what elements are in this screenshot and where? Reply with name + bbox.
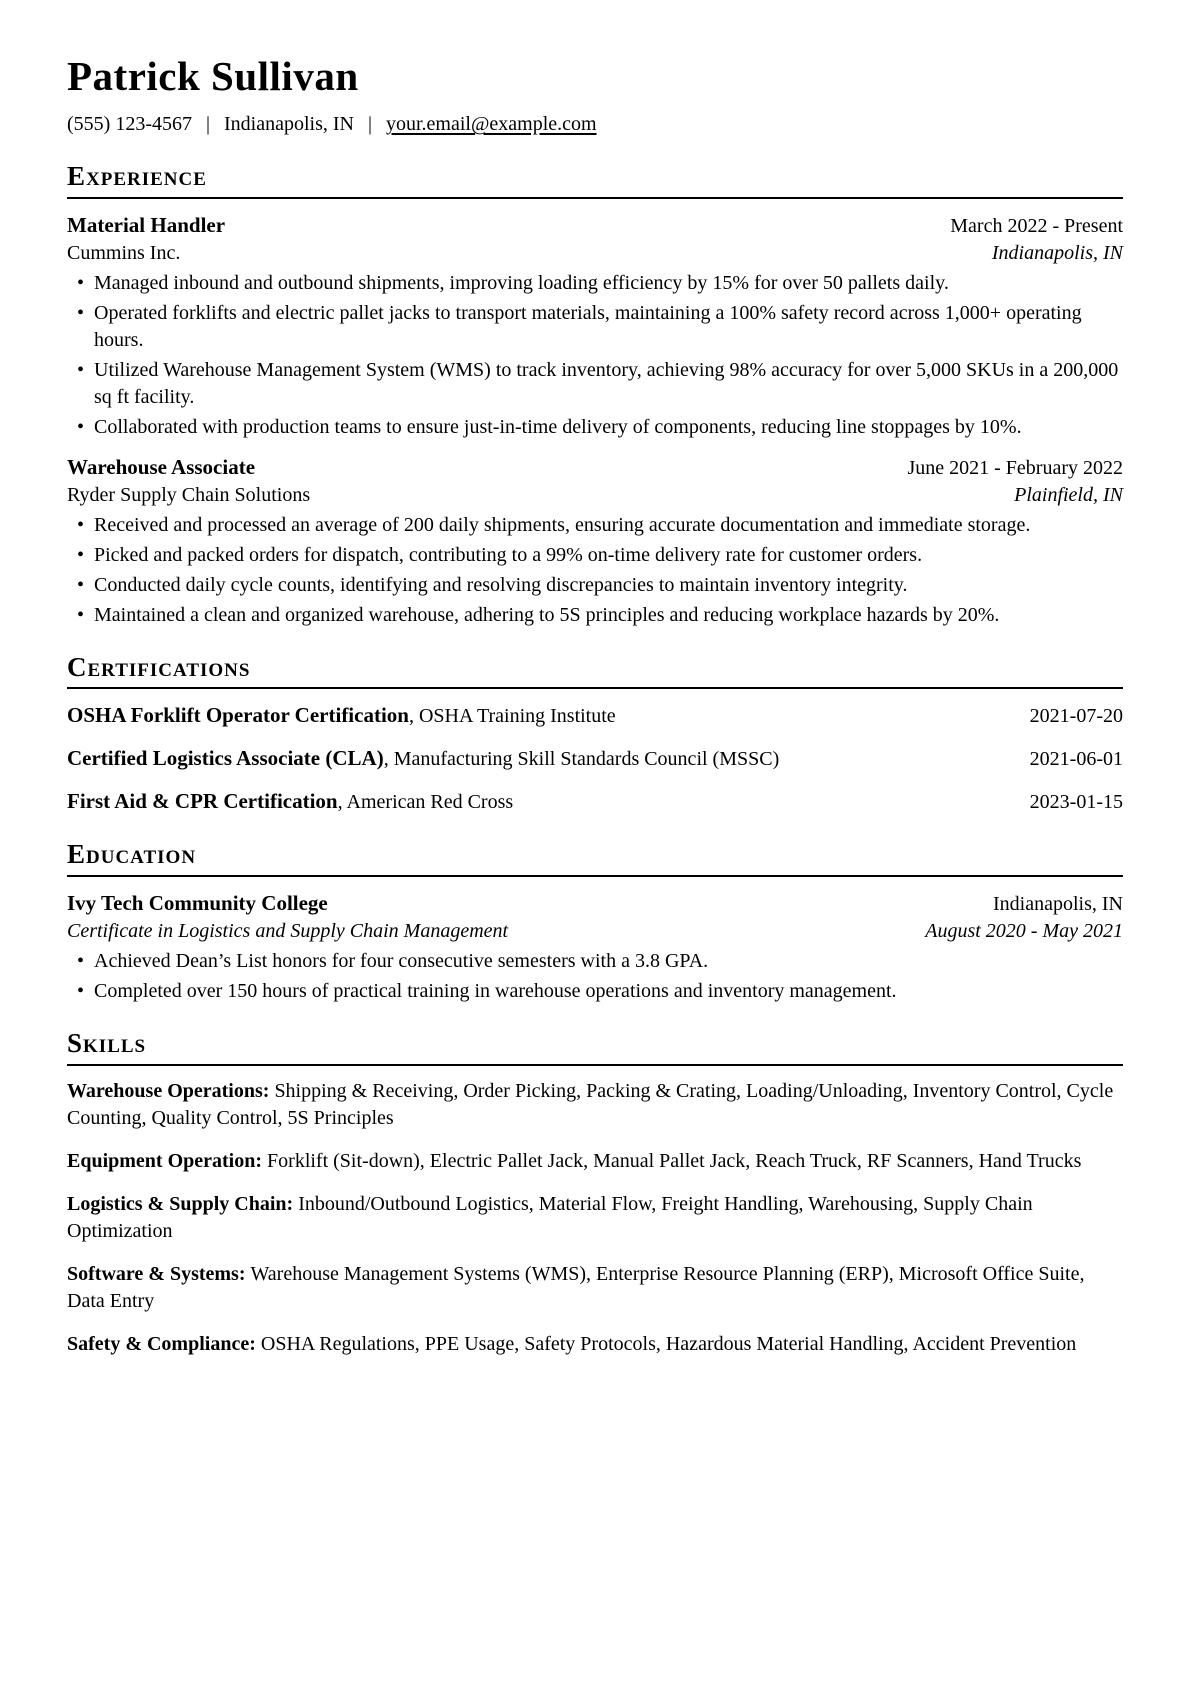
skill-category — [67, 1078, 1123, 1132]
bullet-item: • Maintained a clean and organized warehouse, adhering to 5S principles and reducing workplace hazards by 20%. — [67, 602, 1123, 629]
certification-name: First Aid & CPR Certification — [67, 789, 338, 814]
skill-category-label: Equipment Operation : — [67, 1150, 267, 1172]
education-header-row — [67, 889, 1123, 918]
skill-category-label: Software & Systems : — [67, 1263, 251, 1285]
education-dates: August 2020 - May 2021 — [925, 920, 1123, 943]
job-header-row — [67, 211, 1123, 240]
job-dates: June 2021 - February 2022 — [907, 456, 1123, 479]
certification-date: 2023-01-15 — [1029, 791, 1123, 814]
job-subheader-row — [67, 240, 1123, 267]
job-location: Indianapolis, IN — [991, 241, 1123, 264]
certification-issuer: , American Red Cross — [338, 791, 514, 813]
degree-name: Certificate in Logistics and Supply Chain Management — [67, 920, 509, 943]
bullet-item: • Completed over 150 hours of practical training in warehouse operations and inventory management. — [67, 978, 1123, 1005]
job-entry — [67, 453, 1123, 629]
job-location: Plainfield, IN — [1014, 483, 1123, 506]
certification-text — [67, 701, 616, 730]
skill-category-items: Warehouse Management Systems (WMS), Enterprise Resource Planning (ERP), Microsoft Office Suite, Data Entry — [67, 1262, 1085, 1312]
certification-date: 2021-07-20 — [1029, 705, 1123, 728]
skill-category-items: Forklift (Sit-down), Electric Pallet Jack, Manual Pallet Jack, Reach Truck, RF Scanners, Hand Trucks — [267, 1149, 1082, 1172]
job-company: Cummins Inc. — [67, 241, 181, 264]
job-header-row — [67, 453, 1123, 482]
section-title-skills: Skills — [67, 1028, 147, 1059]
bullet-item: • Collaborated with production teams to ensure just-in-time delivery of components, reducing line stoppages by 10%. — [67, 414, 1123, 441]
skills-section — [67, 1029, 1123, 1358]
skill-category — [67, 1331, 1123, 1358]
bullet-item: • Managed inbound and outbound shipments, improving loading efficiency by 15% for over 50 pallets daily. — [67, 270, 1123, 297]
bullet-list — [67, 512, 1123, 629]
bullet-item: • Utilized Warehouse Management System (WMS) to track inventory, achieving 98% accuracy for over 5,000 SKUs in a 200,000 sq ft facility. — [67, 357, 1123, 411]
section-title-experience: Experience — [67, 161, 207, 192]
certification-name: OSHA Forklift Operator Certification — [67, 703, 409, 728]
contact-separator — [354, 111, 386, 138]
skill-category-items: Shipping & Receiving, Order Picking, Packing & Crating, Loading/Unloading, Inventory Control, Cycle Counting, Quality Control, 5S Principles — [67, 1079, 1114, 1129]
certification-name: Certified Logistics Associate (CLA) — [67, 746, 384, 771]
school-name: Ivy Tech Community College — [67, 891, 328, 916]
contact-line — [67, 111, 1123, 138]
skill-category-items: Inbound/Outbound Logistics, Material Flow, Freight Handling, Warehousing, Supply Chain Optimization — [67, 1192, 1033, 1242]
section-rule — [67, 875, 1123, 877]
education-section — [67, 840, 1123, 1005]
job-title: Material Handler — [67, 212, 226, 237]
education-entry — [67, 889, 1123, 1005]
skill-category-label: Warehouse Operations : — [67, 1080, 274, 1102]
certification-row — [67, 701, 1123, 730]
email-link[interactable]: your.email@example.com — [386, 113, 597, 136]
job-subheader-row — [67, 482, 1123, 509]
section-rule — [67, 1064, 1123, 1066]
person-name: Patrick Sullivan — [67, 53, 359, 99]
job-title: Warehouse Associate — [67, 454, 256, 479]
certification-issuer: , OSHA Training Institute — [409, 705, 616, 727]
certification-issuer: , Manufacturing Skill Standards Council (MSSC) — [384, 748, 780, 770]
bullet-list — [67, 948, 1123, 1005]
job-dates: March 2022 - Present — [950, 214, 1123, 237]
certification-date: 2021-06-01 — [1029, 748, 1123, 771]
section-rule — [67, 687, 1123, 689]
experience-section — [67, 162, 1123, 629]
bullet-item: • Received and processed an average of 200 daily shipments, ensuring accurate documentation and immediate storage. — [67, 512, 1123, 539]
bullet-item: • Operated forklifts and electric pallet jacks to transport materials, maintaining a 100% safety record across 1,000+ operating hours. — [67, 300, 1123, 354]
certification-row — [67, 787, 1123, 816]
job-company: Ryder Supply Chain Solutions — [67, 483, 311, 506]
bullet-item: • Achieved Dean’s List honors for four consecutive semesters with a 3.8 GPA. — [67, 948, 1123, 975]
bullet-item: • Picked and packed orders for dispatch, contributing to a 99% on-time delivery rate for customer orders. — [67, 542, 1123, 569]
section-rule — [67, 197, 1123, 199]
certifications-section — [67, 653, 1123, 817]
certification-text — [67, 787, 513, 816]
contact-location: Indianapolis, IN — [224, 113, 354, 136]
school-location: Indianapolis, IN — [993, 893, 1123, 916]
education-subheader-row — [67, 918, 1123, 945]
skill-category — [67, 1191, 1123, 1245]
job-entry — [67, 211, 1123, 441]
skill-category — [67, 1148, 1123, 1175]
skill-category-label: Safety & Compliance : — [67, 1333, 261, 1355]
skill-category-label: Logistics & Supply Chain : — [67, 1193, 298, 1215]
bullet-item: • Conducted daily cycle counts, identifying and resolving discrepancies to maintain inventory integrity. — [67, 572, 1123, 599]
phone-number: (555) 123-4567 — [67, 113, 192, 136]
skill-category-items: OSHA Regulations, PPE Usage, Safety Protocols, Hazardous Material Handling, Accident Prevention — [260, 1332, 1077, 1355]
contact-separator — [192, 111, 224, 138]
certification-row — [67, 744, 1123, 773]
skill-category — [67, 1261, 1123, 1315]
bullet-list — [67, 270, 1123, 441]
section-title-certifications: Certifications — [67, 651, 251, 682]
certification-text — [67, 744, 779, 773]
section-title-education: Education — [67, 839, 197, 870]
